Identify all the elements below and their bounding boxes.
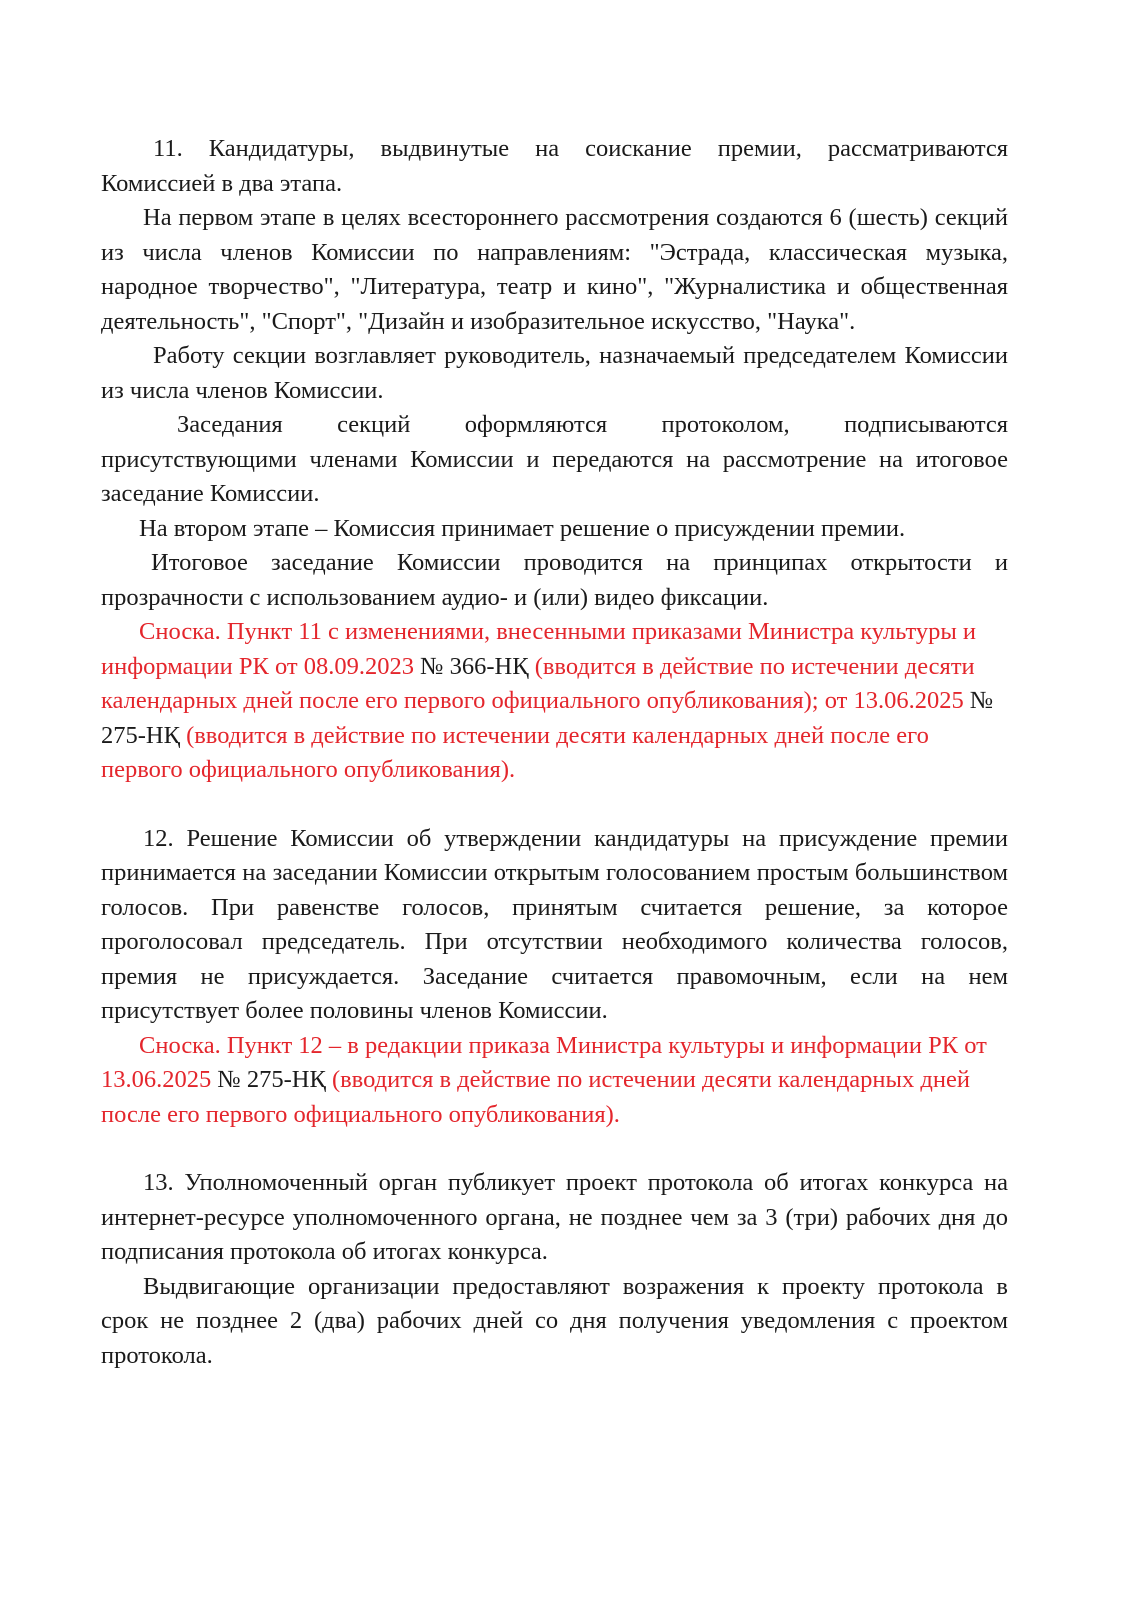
paragraph-12: 12. Решение Комиссии об утверждении кандидатуры на присуждение премии принимается на заседании Комиссии открытым голосованием простым большинством голосов. При равенстве голосов, принятым считается решение, за которое проголосовал председатель. При отсутствии необходимого количества голосов, премия не присуждается. Заседание считается правомочным, если на нем присутствует более половины членов Комиссии. [101,824,1008,1024]
paragraph-11-section-head: Работу секции возглавляет руководитель, назначаемый председателем Комиссии из числа членов Комиссии. [101,342,1008,404]
paragraph-11-first-stage: На первом этапе в целях всестороннего рассмотрения создаются 6 (шесть) секций из числа членов Комиссии по направлениям: "Эстрада, классическая музыка, народное творчество", "Литература, театр и кино", "Журналистика и общественная деятельность", "Спорт", "Дизайн и изобразительное искусство, "Наука". [101,204,1008,335]
spacer [101,788,1008,822]
footnote-11 [101,615,1008,788]
paragraph-13: 13. Уполномоченный орган публикует проект протокола об итогах конкурса на интернет-ресурсе уполномоченного органа, не позднее чем за 3 (три) рабочих дня до подписания протокола об итогах конкурса. [101,1169,1008,1265]
order-number-366[interactable]: № 366-НҚ [420,652,529,680]
footnote-11-text-2: (вводится в действие по истечении десяти календарных дней после его первого официального опубликования); от 13.06.2025 [101,652,975,714]
paragraph-13-objections: Выдвигающие организации предоставляют возражения к проекту протокола в срок не позднее 2 (два) рабочих дней со дня получения уведомления с проектом протокола. [101,1272,1008,1369]
order-number-275[interactable]: № 275-НҚ [217,1066,326,1093]
order-number-275[interactable]: № 275-НҚ [101,687,994,749]
document-page [101,132,1008,1373]
paragraph-11-second-stage: На втором этапе – Комиссия принимает решение о присуждении премии. [139,514,906,542]
footnote-11-text-3: (вводится в действие по истечении десяти календарных дней после его первого официального опубликования). [101,721,929,783]
footnote-12-text-2: (вводится в действие по истечении десяти календарных дней после его первого официального опубликования). [101,1066,970,1128]
paragraph-11-final-meeting: Итоговое заседание Комиссии проводится на принципах открытости и прозрачности с использованием аудио- и (или) видео фиксации. [101,549,1008,611]
paragraph-11-section-meetings: Заседания секций оформляются протоколом, подписываются присутствующими членами Комиссии и передаются на рассмотрение на итоговое заседание Комиссии. [101,411,1008,507]
footnote-11-text-1: Сноска. Пункт 11 с изменениями, внесенными приказами Министра культуры и информации РК от 08.09.2023 [101,618,977,680]
footnote-12-text-1: Сноска. Пункт 12 – в редакции приказа Министра культуры и информации РК от 13.06.2025 [101,1031,987,1093]
spacer [101,1132,1008,1166]
footnote-12 [101,1029,1008,1133]
paragraph-11: 11. Кандидатуры, выдвинутые на соискание премии, рассматриваются Комиссией в два этапа. [101,135,1008,197]
